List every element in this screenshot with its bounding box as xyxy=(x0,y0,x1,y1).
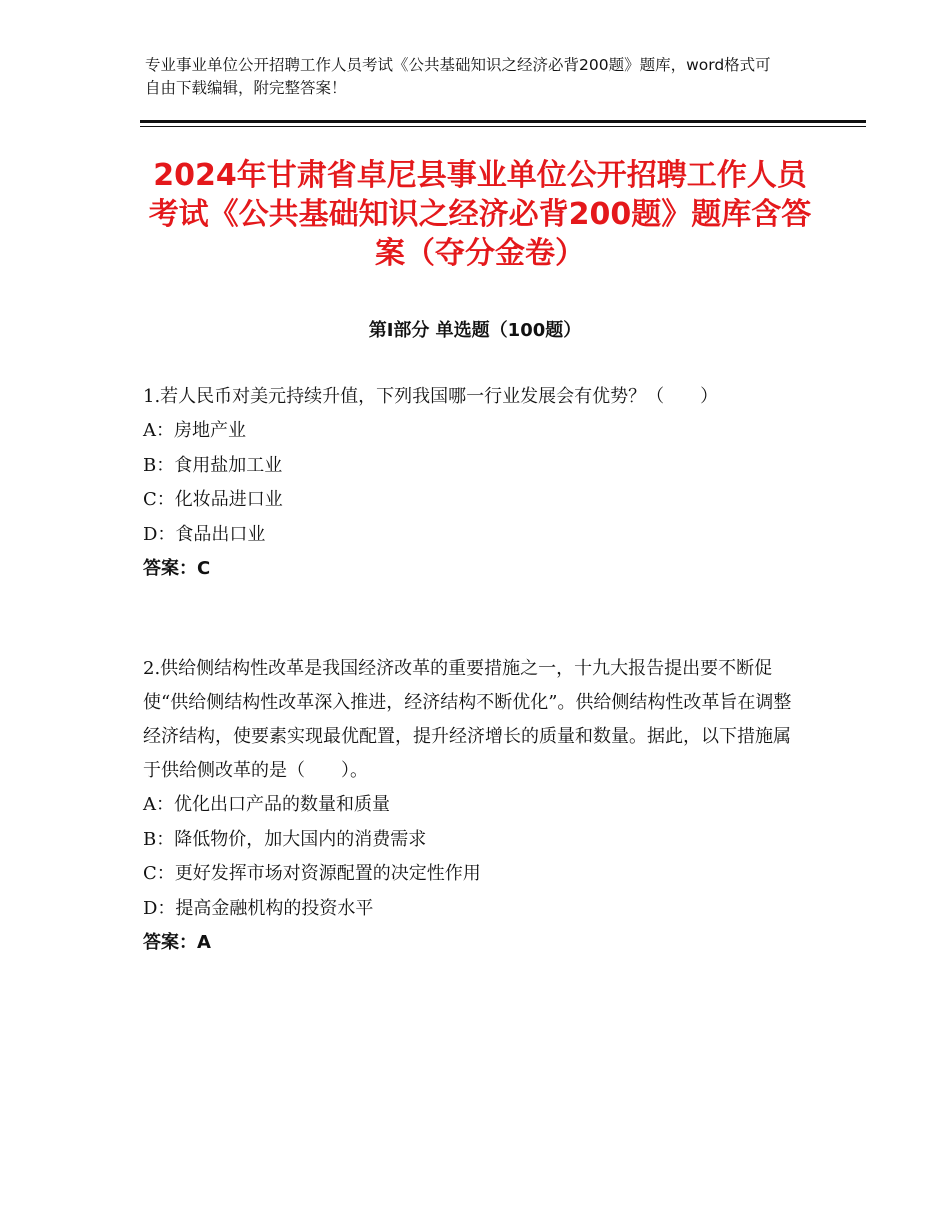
question-item xyxy=(143,380,808,586)
option-d: D：食品出口业 xyxy=(143,523,266,545)
section-title: 第Ⅰ部分 单选题（100题） xyxy=(368,320,582,341)
header-divider-thin xyxy=(140,126,866,127)
question-item xyxy=(143,652,808,960)
question-stem: 1.若人民币对美元持续升值，下列我国哪一行业发展会有优势？（ ） xyxy=(143,386,719,407)
option-c: C：化妆品进口业 xyxy=(143,489,283,510)
option-c: C：更好发挥市场对资源配置的决定性作用 xyxy=(143,863,481,884)
question-stem: 2.供给侧结构性改革是我国经济改革的重要措施之一，十九大报告提出要不断促使“供给侧结构性改革深入推进，经济结构不断优化”。供给侧结构性改革旨在调整经济结构，使要素实现最优配置，提升经济增长的质量和数量。据此，以下措施属于供给侧改革的是（ ）。 xyxy=(143,658,792,781)
header-note: 专业事业单位公开招聘工作人员考试《公共基础知识之经济必背200题》题库，word格式可自由下载编辑，附完整答案！ xyxy=(145,56,771,97)
option-b: B：降低物价，加大国内的消费需求 xyxy=(143,828,427,850)
header-divider-thick xyxy=(140,120,866,123)
option-d: D：提高金融机构的投资水平 xyxy=(143,897,374,919)
answer-text: 答案：C xyxy=(143,558,211,579)
document-title: 2024年甘肃省卓尼县事业单位公开招聘工作人员考试《公共基础知识之经济必背200题》题库含答案（夺分金卷） xyxy=(148,158,812,271)
answer-text: 答案：A xyxy=(143,932,211,953)
option-a: A：房地产业 xyxy=(143,420,246,441)
option-b: B：食用盐加工业 xyxy=(143,454,283,476)
option-a: A：优化出口产品的数量和质量 xyxy=(143,794,390,815)
